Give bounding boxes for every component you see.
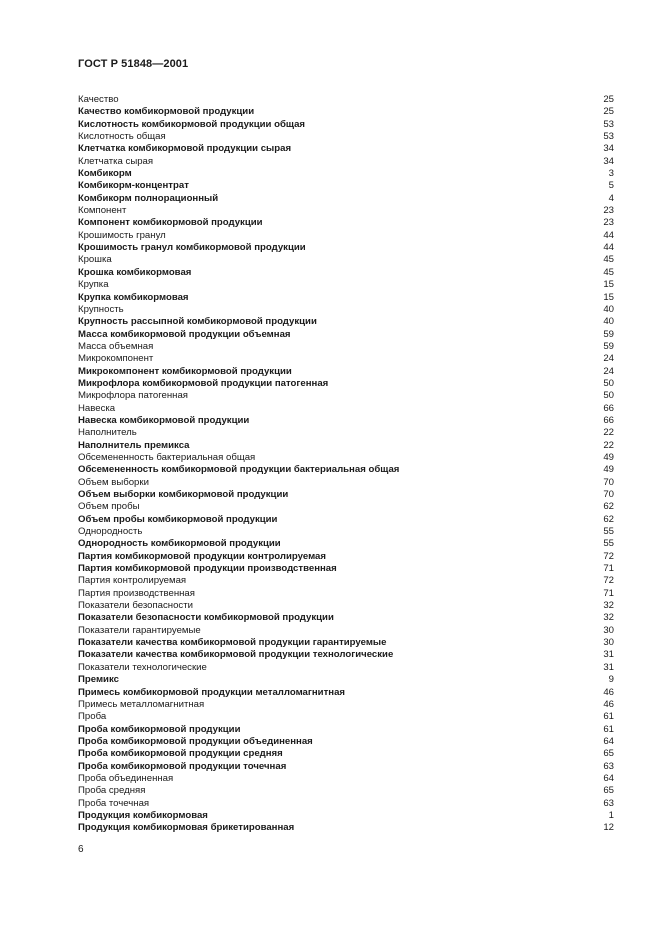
index-entry <box>78 106 614 118</box>
index-page-ref: 9 <box>608 674 614 686</box>
index-term: Навеска комбикормовой продукции <box>78 414 250 426</box>
index-term: Крупность <box>78 303 124 315</box>
index-term: Качество <box>78 94 119 105</box>
index-page-ref: 45 <box>603 266 614 278</box>
index-page-ref: 34 <box>603 143 614 155</box>
index-page-ref: 63 <box>603 760 614 772</box>
index-term: Показатели технологические <box>78 661 207 673</box>
index-term: Клетчатка комбикормовой продукции сырая <box>78 143 292 155</box>
index-term: Показатели безопасности <box>78 600 193 612</box>
index-page-ref: 55 <box>603 538 614 550</box>
index-page-ref: 50 <box>603 390 614 402</box>
index-page-ref: 15 <box>603 291 614 303</box>
index-term: Кислотность комбикормовой продукции общая <box>78 118 306 130</box>
index-page-ref: 44 <box>603 229 614 241</box>
index-page-ref: 61 <box>603 723 614 735</box>
index-term: Крупка <box>78 279 109 291</box>
index-term: Комбикорм <box>78 168 132 180</box>
index-entry <box>78 662 614 674</box>
index-page-ref: 63 <box>603 797 614 809</box>
index-entry <box>78 143 614 155</box>
index-entry <box>78 588 614 600</box>
index-page-ref: 22 <box>603 439 614 451</box>
index-term: Однородность <box>78 526 143 538</box>
index-page-ref: 72 <box>603 550 614 562</box>
index-entry <box>78 217 614 229</box>
alphabetical-index <box>78 94 614 835</box>
index-page-ref: 49 <box>603 464 614 476</box>
index-page-ref: 40 <box>603 303 614 315</box>
index-entry <box>78 600 614 612</box>
index-page-ref: 23 <box>603 205 614 217</box>
index-page-ref: 72 <box>603 575 614 587</box>
index-term: Проба комбикормовой продукции средняя <box>78 748 283 760</box>
index-entry <box>78 131 614 143</box>
index-term: Крупность рассыпной комбикормовой продукции <box>78 316 317 328</box>
index-page-ref: 65 <box>603 785 614 797</box>
index-term: Крошка <box>78 254 112 266</box>
index-entry <box>78 378 614 390</box>
index-term: Объем выборки <box>78 476 149 488</box>
index-page-ref: 64 <box>603 735 614 747</box>
index-term: Кислотность общая <box>78 131 166 143</box>
index-page-ref: 31 <box>603 661 614 673</box>
index-page-ref: 34 <box>603 155 614 167</box>
index-entry <box>78 427 614 439</box>
index-entry <box>78 353 614 365</box>
index-entry <box>78 798 614 810</box>
index-page-ref: 30 <box>603 637 614 649</box>
index-entry <box>78 736 614 748</box>
index-term: Крошимость гранул комбикормовой продукции <box>78 242 306 254</box>
index-term: Продукция комбикормовая брикетированная <box>78 822 295 834</box>
index-page-ref: 5 <box>608 180 614 192</box>
index-page-ref: 61 <box>603 711 614 723</box>
index-term: Проба точечная <box>78 797 150 809</box>
index-term: Партия производственная <box>78 587 195 599</box>
index-term: Наполнитель <box>78 427 137 439</box>
index-page-ref: 45 <box>603 254 614 266</box>
index-entry <box>78 94 614 106</box>
index-entry <box>78 563 614 575</box>
index-entry <box>78 180 614 192</box>
index-entry <box>78 366 614 378</box>
index-entry <box>78 649 614 661</box>
index-page-ref: 22 <box>603 427 614 439</box>
index-term: Проба <box>78 711 107 723</box>
index-term: Показатели качества комбикормовой продукции технологические <box>78 649 394 661</box>
index-entry <box>78 687 614 699</box>
index-page-ref: 53 <box>603 118 614 130</box>
index-term: Проба комбикормовой продукции объединенная <box>78 735 313 747</box>
index-entry <box>78 612 614 624</box>
index-page-ref: 31 <box>603 649 614 661</box>
index-page-ref: 25 <box>603 106 614 118</box>
index-page-ref: 59 <box>603 340 614 352</box>
index-term: Компонент <box>78 205 127 217</box>
index-page-ref: 71 <box>603 563 614 575</box>
index-page-ref: 32 <box>603 612 614 624</box>
index-page-ref: 70 <box>603 489 614 500</box>
index-term: Крошимость гранул <box>78 229 166 241</box>
index-entry <box>78 168 614 180</box>
index-term: Обсемененность бактериальная общая <box>78 451 256 463</box>
index-entry <box>78 773 614 785</box>
index-term: Объем пробы комбикормовой продукции <box>78 513 278 525</box>
index-entry <box>78 156 614 168</box>
index-term: Качество комбикормовой продукции <box>78 106 255 118</box>
index-page-ref: 59 <box>603 328 614 340</box>
index-term: Проба средняя <box>78 785 146 797</box>
index-entry <box>78 304 614 316</box>
index-entry <box>78 575 614 587</box>
index-entry <box>78 514 614 526</box>
index-term: Продукция комбикормовая <box>78 809 208 821</box>
index-entry <box>78 329 614 341</box>
index-term: Микрофлора патогенная <box>78 390 188 402</box>
index-page-ref: 30 <box>603 624 614 636</box>
index-term: Примесь комбикормовой продукции металломагнитная <box>78 686 346 698</box>
index-page-ref: 66 <box>603 402 614 414</box>
index-term: Наполнитель премикса <box>78 439 190 451</box>
index-term: Компонент комбикормовой продукции <box>78 217 263 229</box>
index-entry <box>78 761 614 773</box>
index-entry <box>78 724 614 736</box>
index-entry <box>78 477 614 489</box>
index-page-ref: 25 <box>603 94 614 105</box>
index-term: Микрокомпонент <box>78 353 154 365</box>
index-page-ref: 55 <box>603 526 614 538</box>
index-entry <box>78 748 614 760</box>
index-page-ref: 49 <box>603 451 614 463</box>
index-entry <box>78 403 614 415</box>
index-term: Показатели качества комбикормовой продукции гарантируемые <box>78 637 387 649</box>
index-page-ref: 66 <box>603 414 614 426</box>
index-term: Проба комбикормовой продукции точечная <box>78 760 287 772</box>
index-term: Объем пробы <box>78 501 140 513</box>
index-page-ref: 65 <box>603 748 614 760</box>
index-entry <box>78 119 614 131</box>
index-term: Партия контролируемая <box>78 575 187 587</box>
index-page-ref: 3 <box>608 168 614 180</box>
index-term: Микрофлора комбикормовой продукции патогенная <box>78 377 329 389</box>
index-term: Партия комбикормовой продукции контролируемая <box>78 550 326 562</box>
index-term: Партия комбикормовой продукции производственная <box>78 563 337 575</box>
index-term: Обсемененность комбикормовой продукции бактериальная общая <box>78 464 400 476</box>
index-term: Микрокомпонент комбикормовой продукции <box>78 365 292 377</box>
index-entry <box>78 674 614 686</box>
index-page-ref: 70 <box>603 476 614 488</box>
index-term: Примесь металломагнитная <box>78 698 205 710</box>
index-entry <box>78 279 614 291</box>
index-term: Проба комбикормовой продукции <box>78 723 241 735</box>
index-term: Клетчатка сырая <box>78 155 154 167</box>
index-term: Масса комбикормовой продукции объемная <box>78 328 291 340</box>
index-page-ref: 62 <box>603 513 614 525</box>
index-page-ref: 12 <box>603 822 614 834</box>
index-page-ref: 46 <box>603 686 614 698</box>
index-entry <box>78 254 614 266</box>
index-page-ref: 44 <box>603 242 614 254</box>
index-page-ref: 46 <box>603 698 614 710</box>
index-entry <box>78 415 614 427</box>
index-entry <box>78 193 614 205</box>
index-page-ref: 50 <box>603 377 614 389</box>
index-entry <box>78 452 614 464</box>
index-entry <box>78 341 614 353</box>
index-page-ref: 71 <box>603 587 614 599</box>
index-page-ref: 4 <box>608 192 614 204</box>
index-term: Навеска <box>78 402 116 414</box>
index-term: Комбикорм-концентрат <box>78 180 189 192</box>
index-entry <box>78 489 614 501</box>
index-entry <box>78 711 614 723</box>
index-term: Крошка комбикормовая <box>78 266 192 278</box>
index-page-ref: 32 <box>603 600 614 612</box>
index-entry <box>78 551 614 563</box>
index-entry <box>78 464 614 476</box>
index-entry <box>78 822 614 834</box>
page-number: 6 <box>78 844 84 855</box>
index-entry <box>78 230 614 242</box>
index-entry <box>78 267 614 279</box>
index-term: Показатели гарантируемые <box>78 624 201 636</box>
index-term: Крупка комбикормовая <box>78 291 189 303</box>
index-page-ref: 40 <box>603 316 614 328</box>
index-term: Комбикорм полнорационный <box>78 192 219 204</box>
index-entry <box>78 785 614 797</box>
index-entry <box>78 292 614 304</box>
index-entry <box>78 625 614 637</box>
index-entry <box>78 501 614 513</box>
index-term: Премикс <box>78 674 119 686</box>
index-term: Однородность комбикормовой продукции <box>78 538 281 550</box>
index-entry <box>78 440 614 452</box>
index-page-ref: 64 <box>603 772 614 784</box>
index-entry <box>78 526 614 538</box>
document-header: ГОСТ Р 51848—2001 <box>78 58 189 70</box>
index-entry <box>78 699 614 711</box>
index-term: Показатели безопасности комбикормовой продукции <box>78 612 334 624</box>
index-term: Объем выборки комбикормовой продукции <box>78 489 289 500</box>
index-term: Проба объединенная <box>78 772 174 784</box>
index-page-ref: 23 <box>603 217 614 229</box>
index-entry <box>78 316 614 328</box>
index-page-ref: 24 <box>603 353 614 365</box>
index-entry <box>78 538 614 550</box>
index-page-ref: 62 <box>603 501 614 513</box>
index-entry <box>78 637 614 649</box>
index-entry <box>78 810 614 822</box>
index-page-ref: 15 <box>603 279 614 291</box>
index-page-ref: 24 <box>603 365 614 377</box>
index-term: Масса объемная <box>78 340 154 352</box>
index-entry <box>78 242 614 254</box>
index-page-ref: 1 <box>608 809 614 821</box>
index-entry <box>78 390 614 402</box>
index-page-ref: 53 <box>603 131 614 143</box>
index-entry <box>78 205 614 217</box>
